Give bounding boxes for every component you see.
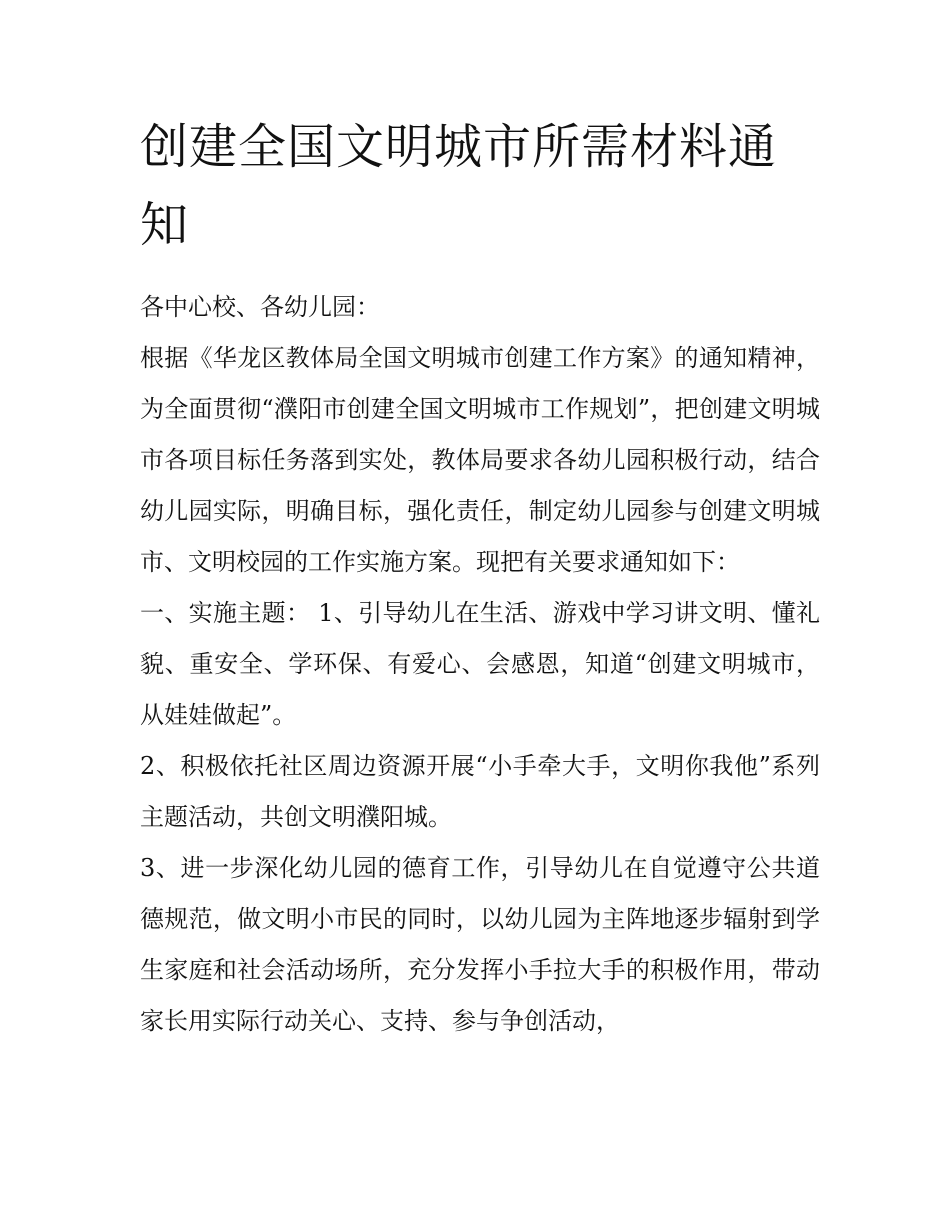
section-one-paragraph: 一、实施主题： 1、引导幼儿在生活、游戏中学习讲文明、懂礼貌、重安全、学环保、有爱心、会感恩，知道“创建文明城市，从娃娃做起”。 bbox=[140, 599, 820, 729]
document-title: 创建全国文明城市所需材料通知 bbox=[140, 119, 778, 253]
item-three-paragraph: 3、进一步深化幼儿园的德育工作，引导幼儿在自觉遵守公共道德规范，做文明小市民的同时，以幼儿园为主阵地逐步辐射到学生家庭和社会活动场所，充分发挥小手拉大手的积极作用，带动家长用实际行动关心、支持、参与争创活动， bbox=[140, 854, 820, 1035]
intro-paragraph: 根据《华龙区教体局全国文明城市创建工作方案》的通知精神，为全面贯彻“濮阳市创建全国文明城市工作规划”，把创建文明城市各项目标任务落到实处，教体局要求各幼儿园积极行动，结合幼儿园实际，明确目标，强化责任，制定幼儿园参与创建文明城市、文明校园的工作实施方案。现把有关要求通知如下： bbox=[140, 344, 820, 576]
document-body bbox=[140, 108, 820, 1047]
salutation-paragraph: 各中心校、各幼儿园： bbox=[140, 293, 380, 321]
item-two-paragraph: 2、积极依托社区周边资源开展“小手牵大手，文明你我他”系列主题活动，共创文明濮阳城。 bbox=[140, 752, 820, 831]
